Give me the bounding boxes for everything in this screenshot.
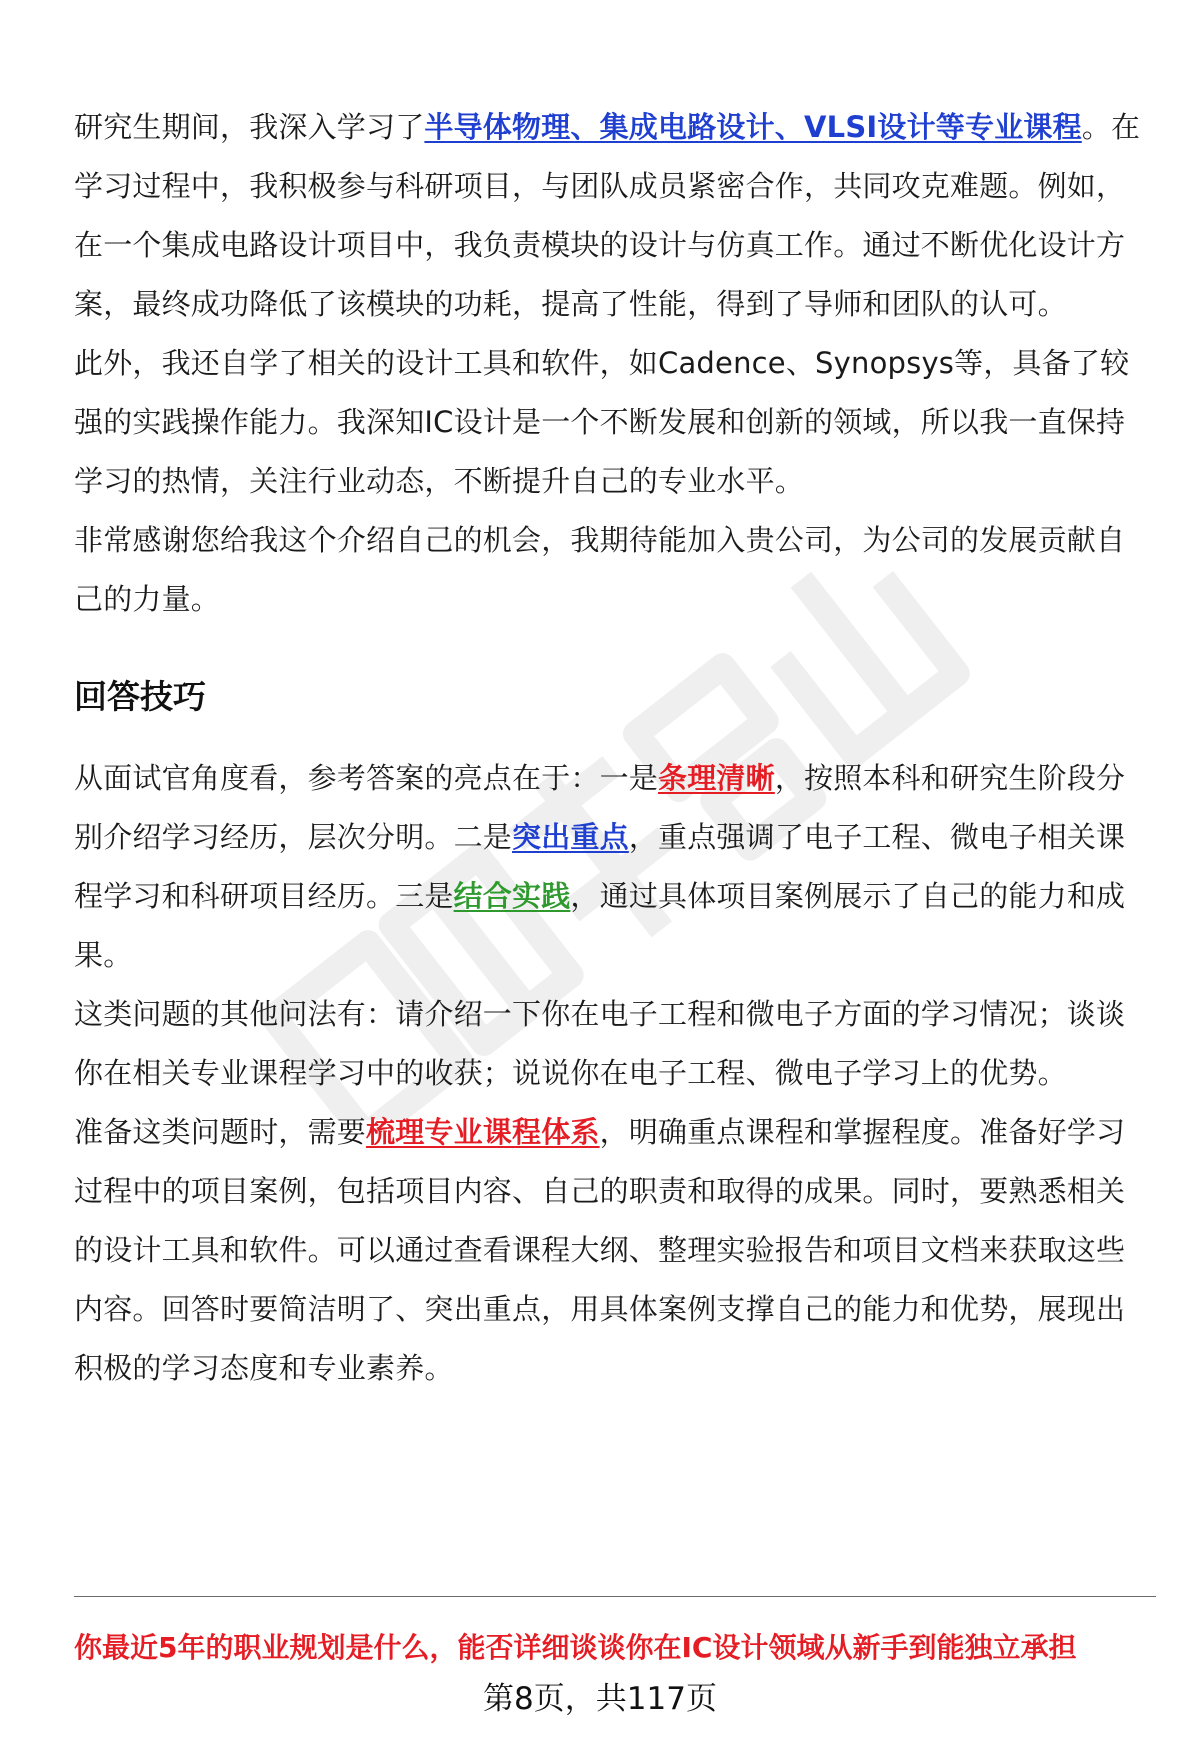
divider [74, 1596, 1156, 1597]
highlight-course-system: 梳理专业课程体系 [366, 1115, 600, 1149]
paragraph-alternative-questions: 这类问题的其他问法有：请介绍一下你在电子工程和微电子方面的学习情况；谈谈你在相关专业课程学习中的收获；说说你在电子工程、微电子学习上的优势。 [74, 997, 1126, 1090]
document-body [74, 98, 1146, 1398]
paragraph-text: ，重点强调了电子工程、微电子相关课程学习和科研项目经历。三是 [74, 820, 1126, 913]
paragraph-graduate-study [74, 98, 1146, 334]
paragraph-preparation [74, 1103, 1146, 1398]
highlight-courses: 半导体物理、集成电路设计、VLSI设计等专业课程 [424, 110, 1082, 144]
paragraph-text: 。在学习过程中，我积极参与科研项目，与团队成员紧密合作，共同攻克难题。例如，在一个集成电路设计项目中，我负责模块的设计与仿真工作。通过不断优化设计方案，最终成功降低了该模块的功耗，提高了性能，得到了导师和团队的认可。 [74, 110, 1141, 321]
highlight-clear-structure: 条理清晰 [658, 761, 775, 795]
paragraph-interviewer-view [74, 749, 1146, 985]
paragraph-thanks: 非常感谢您给我这个介绍自己的机会，我期待能加入贵公司，为公司的发展贡献自己的力量。 [74, 523, 1126, 616]
paragraph-text: 准备这类问题时，需要 [74, 1115, 367, 1149]
page-number: 第8页，共117页 [483, 1681, 717, 1717]
next-question-title: 你最近5年的职业规划是什么，能否详细谈谈你在IC设计领域从新手到能独立承担 [74, 1631, 1077, 1664]
paragraph-text: 从面试官角度看，参考答案的亮点在于：一是 [74, 761, 659, 795]
paragraph-text: ，通过具体项目案例展示了自己的能力和成果。 [74, 879, 1126, 972]
highlight-key-points: 突出重点 [512, 820, 629, 854]
paragraph-text: ，按照本科和研究生阶段分别介绍学习经历，层次分明。二是 [74, 761, 1126, 854]
paragraph-text: 研究生期间，我深入学习了 [74, 110, 425, 144]
paragraph-self-study: 此外，我还自学了相关的设计工具和软件，如Cadence、Synopsys等，具备了较强的实践操作能力。我深知IC设计是一个不断发展和创新的领域，所以我一直保持学习的热情，关注行业动态，不断提升自己的专业水平。 [74, 346, 1130, 498]
section-heading: 回答技巧 [74, 677, 206, 716]
highlight-practice: 结合实践 [453, 879, 571, 913]
paragraph-text: ，明确重点课程和掌握程度。准备好学习过程中的项目案例，包括项目内容、自己的职责和取得的成果。同时，要熟悉相关的设计工具和软件。可以通过查看课程大纲、整理实验报告和项目文档来获取这些内容。回答时要简洁明了、突出重点，用具体案例支撑自己的能力和优势，展现出积极的学习态度和专业素养。 [74, 1115, 1126, 1385]
